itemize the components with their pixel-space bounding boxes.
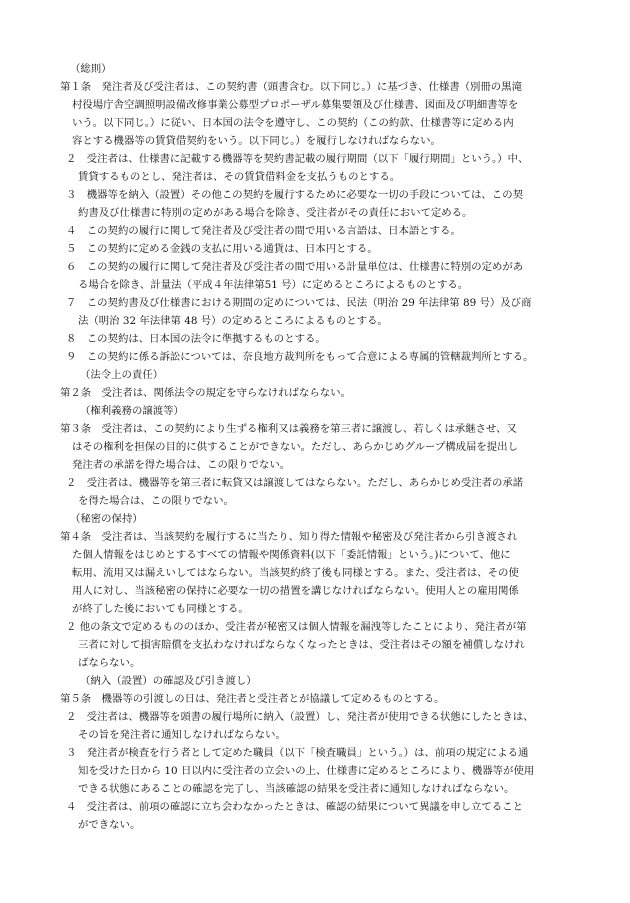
article-paragraph [60, 384, 590, 402]
text-line: 約書及び仕様書に特別の定めがある場合を除き、受注者がその責任において定める。 [78, 207, 473, 219]
text-line: ６ この契約の履行に関して発注者及び受注者の間で用いる計量単位は、仕様書に特別の定めがあ [66, 261, 524, 273]
clause-item [60, 474, 590, 510]
text-line: ８ この契約は、日本国の法令に準拠するものとする。 [66, 333, 326, 345]
article-paragraph [60, 78, 590, 150]
clause-item [60, 294, 590, 330]
text-line: 発注者の承諾を得た場合は、この限りでない。 [72, 459, 291, 471]
text-line: ３ 発注者が検査を行う者として定めた職員（以下「検査職員」という。）は、前項の規定による通 [66, 747, 529, 759]
clause-item [60, 348, 590, 366]
section-heading: （法令上の責任） [80, 369, 164, 381]
text-line: 三者に対して損害賠償を支払わなければならなくなったときは、受注者はその額を補償しなけれ [78, 639, 525, 651]
contract-body [60, 60, 590, 834]
text-line: ２ 受注者は、機器等を第三者に転貸又は譲渡してはならない。ただし、あらかじめ受注者の承諾 [66, 477, 524, 489]
text-line: ４ 受注者は、前項の確認に立ち会わなかったときは、確認の結果について異議を申し立てること [66, 801, 523, 813]
text-line: ９ この契約に係る訴訟については、奈良地方裁判所をもって合意による専属的管轄裁判所とする。 [66, 351, 534, 363]
text-line: ができない。 [78, 819, 141, 831]
text-line: 村役場庁舎空調照明設備改修事業公募型プロポーザル募集要領及び仕様書、図面及び明細書等を [72, 99, 519, 111]
clause-item [60, 240, 590, 258]
text-line: ばならない。 [78, 657, 141, 669]
clause-item [60, 744, 590, 798]
text-line: ４ この契約の履行に関して発注者及び受注者の間で用いる言語は、日本語とする。 [66, 225, 461, 237]
text-line: ２ 他の条文で定めるもののほか、受注者が秘密又は個人情報を漏洩等したことにより、発注者が第 [66, 621, 527, 633]
text-line: 容とする機器等の賃貸借契約をいう。以下同じ。）を履行しなければならない。 [72, 135, 441, 147]
text-line: 転用、流用又は漏えいしてはならない。当該契約終了後も同様とする。また、受注者は、その使 [72, 567, 519, 579]
text-line: を得た場合は、この限りでない。 [78, 495, 234, 507]
clause-item [60, 150, 590, 186]
text-line: 第１条 発注者及び受注者は、この契約書（頭書含む。以下同じ。）に基づき、仕様書（別冊の黒滝 [60, 81, 522, 93]
clause-item [60, 708, 590, 744]
text-line: ３ 機器等を納入（設置）その他この契約を履行するために必要な一切の手段については、この契 [66, 189, 523, 201]
text-line: 賃貸するものとし、発注者は、その賃貸借料金を支払うものとする。 [78, 171, 401, 183]
text-line: できる状態にあることの確認を完了し、当該確認の結果を受注者に通知しなければならない。 [78, 783, 515, 795]
text-line: 知を受けた日から 10 日以内に受注者の立会いの上、仕様書に定めるところにより、機器等が使用 [78, 765, 535, 777]
text-line: ２ 受注者は、仕様書に記載する機器等を契約書記載の履行期間（以下「履行期間」という。）中、 [66, 153, 529, 165]
clause-item [60, 618, 590, 672]
article-paragraph [60, 528, 590, 618]
article-paragraph [60, 690, 590, 708]
text-line: 法（明治 32 年法律第 48 号）の定めるところによるものとする。 [78, 315, 388, 327]
text-line: 第４条 受注者は、当該契約を履行するに当たり、知り得た情報や秘密及び発注者から引き渡され [60, 531, 518, 543]
clause-item [60, 222, 590, 240]
text-line: ５ この契約に定める金銭の支払に用いる通貨は、日本円とする。 [66, 243, 378, 255]
text-line: 第５条 機器等の引渡しの日は、発注者と受注者とが協議して定めるものとする。 [60, 693, 445, 705]
text-line: 用人に対し、当該秘密の保持に必要な一切の措置を講じなければならない。使用人との雇用関係 [72, 585, 519, 597]
section-heading: （総則） [70, 63, 112, 75]
article-paragraph [60, 420, 590, 474]
clause-item [60, 186, 590, 222]
clause-item [60, 798, 590, 834]
text-line: ７ この契約書及び仕様書における期間の定めについては、民法（明治 29 年法律第 89 号）及び商 [66, 297, 532, 309]
clause-item [60, 258, 590, 294]
text-line: 第２条 受注者は、関係法令の規定を守らなければならない。 [60, 387, 351, 399]
clause-item [60, 330, 590, 348]
text-line: はその権利を担保の目的に供することができない。ただし、あらかじめグループ構成届を提出し [72, 441, 518, 453]
section-heading: （納入（設置）の確認及び引き渡し） [80, 675, 257, 687]
section-heading: （権利義務の譲渡等） [80, 405, 184, 417]
text-line: その旨を発注者に通知しなければならない。 [78, 729, 286, 741]
text-line: 第３条 受注者は、この契約により生ずる権利又は義務を第三者に譲渡し、若しくは承継させ、又 [60, 423, 517, 435]
text-line: が終了した後においても同様とする。 [72, 603, 249, 615]
text-line: いう。以下同じ。）に従い、日本国の法令を遵守し、この契約（この約款、仕様書等に定める内 [72, 117, 514, 129]
text-line: ２ 受注者は、機器等を頭書の履行場所に納入（設置）し、発注者が使用できる状態にしたときは、 [66, 711, 534, 723]
text-line: る場合を除き、計量法（平成４年法律第51 号）に定めるところによるものとする。 [78, 279, 469, 291]
text-line: た個人情報をはじめとするすべての情報や関係資料(以下「委託情報」という。)について、他に [72, 549, 511, 561]
section-heading: （秘密の保持） [70, 513, 143, 525]
